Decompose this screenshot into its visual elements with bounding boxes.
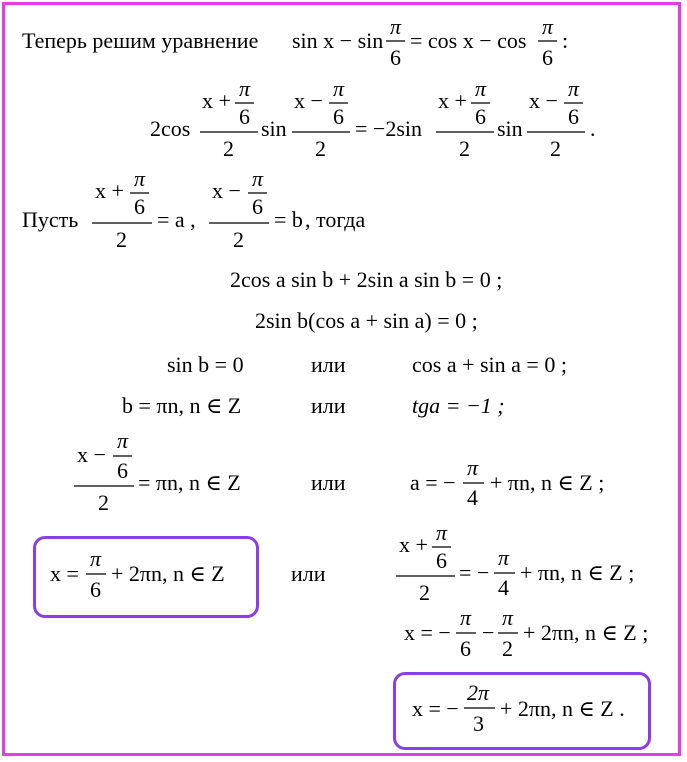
case3-six: 6 <box>117 458 128 483</box>
def-a-pi: π <box>134 166 146 191</box>
eq3: 2cos a sin b + 2sin a sin b = 0 ; <box>230 267 503 292</box>
ans2-three: 3 <box>473 711 484 736</box>
eq1-f3-pi: π <box>475 76 487 101</box>
def-a-num: x + <box>95 178 124 203</box>
eq1-f1-num: x + <box>202 88 231 113</box>
case3-left-tail: = πn, n ∈ Z <box>138 470 241 495</box>
eq1-rhs: = −2sin <box>355 116 422 141</box>
eq1-f2-den: 2 <box>315 136 326 161</box>
case2-left: b = πn, n ∈ Z <box>122 393 242 418</box>
step2-six: 6 <box>460 636 471 661</box>
step1-num: x + <box>399 532 428 557</box>
eq0-lhs: sin x − sin <box>292 28 384 53</box>
eq1-f4-six: 6 <box>568 104 579 129</box>
eq1-sin2: sin <box>497 116 523 141</box>
step1-pi2: π <box>498 545 510 570</box>
or-1: или <box>311 352 346 377</box>
eq1-f3-num: x + <box>438 88 467 113</box>
step1-pi: π <box>436 520 448 545</box>
ans2-head: x = − <box>412 696 459 721</box>
eq1-f4-num: x − <box>529 88 558 113</box>
ans1-pi: π <box>90 546 102 571</box>
case3-num: x − <box>77 442 106 467</box>
case1-right: cos a + sin a = 0 ; <box>412 352 567 377</box>
step2-head: x = − <box>404 620 451 645</box>
case2-right: tga = −1 ; <box>412 393 505 418</box>
eq0-six1: 6 <box>390 45 401 70</box>
eq1-f1-six: 6 <box>239 104 250 129</box>
def-b-eq: = b <box>274 207 303 232</box>
then-text: , тогда <box>305 207 366 232</box>
case3-right-pi: π <box>467 455 479 480</box>
eq4: 2sin b(cos a + sin a) = 0 ; <box>255 308 478 333</box>
eq0-six2: 6 <box>542 45 553 70</box>
def-b-six: 6 <box>252 194 263 219</box>
step2-two: 2 <box>502 636 513 661</box>
step1-den: 2 <box>419 580 430 605</box>
or-3: или <box>311 470 346 495</box>
case3-den: 2 <box>98 490 109 515</box>
case1-left: sin b = 0 <box>167 352 244 377</box>
ans2-num: 2π <box>467 680 490 705</box>
def-b-pi: π <box>252 166 264 191</box>
eq1-f1-den: 2 <box>223 136 234 161</box>
step2-pi1: π <box>460 605 472 630</box>
def-a-six: 6 <box>134 194 145 219</box>
step1-six: 6 <box>436 548 447 573</box>
or-2: или <box>311 393 346 418</box>
case3-pi: π <box>117 428 129 453</box>
eq1-f3-den: 2 <box>459 136 470 161</box>
def-b-num: x − <box>212 178 241 203</box>
eq1-f4-den: 2 <box>550 136 561 161</box>
eq1-end: . <box>590 116 596 141</box>
def-a-den: 2 <box>116 227 127 252</box>
step2-pi2: π <box>502 605 514 630</box>
eq0-pi1: π <box>390 14 402 39</box>
intro-text: Теперь решим уравнение <box>22 28 259 53</box>
def-b-den: 2 <box>233 227 244 252</box>
eq1-f3-six: 6 <box>475 104 486 129</box>
case3-right-four: 4 <box>467 485 478 510</box>
step2-tail: + 2πn, n ∈ Z ; <box>523 620 649 645</box>
def-a-eq: = a , <box>157 207 196 232</box>
case3-right-head: a = − <box>410 470 456 495</box>
ans1-head: x = <box>50 561 79 586</box>
eq1-f4-pi: π <box>568 76 580 101</box>
eq0-pi2: π <box>542 14 554 39</box>
ans1-tail: + 2πn, n ∈ Z <box>111 561 225 586</box>
eq0-end: : <box>562 28 569 53</box>
eq1-f2-num: x − <box>294 88 323 113</box>
ans2-tail: + 2πn, n ∈ Z . <box>500 696 625 721</box>
eq1-coef: 2cos <box>150 116 191 141</box>
case3-right-tail: + πn, n ∈ Z ; <box>490 470 605 495</box>
eq0-mid: = cos x − cos <box>410 28 527 53</box>
eq1-f2-six: 6 <box>333 104 344 129</box>
ans1-six: 6 <box>90 577 101 602</box>
or-4: или <box>291 561 326 586</box>
step1-eq: = − <box>459 560 490 585</box>
step1-four: 4 <box>498 575 509 600</box>
step2-minus: − <box>482 620 495 645</box>
let-text: Пусть <box>22 207 79 232</box>
eq1-f2-pi: π <box>333 76 345 101</box>
step1-tail: + πn, n ∈ Z ; <box>520 560 635 585</box>
eq1-f1-pi: π <box>239 76 251 101</box>
eq1-sin1: sin <box>261 116 287 141</box>
